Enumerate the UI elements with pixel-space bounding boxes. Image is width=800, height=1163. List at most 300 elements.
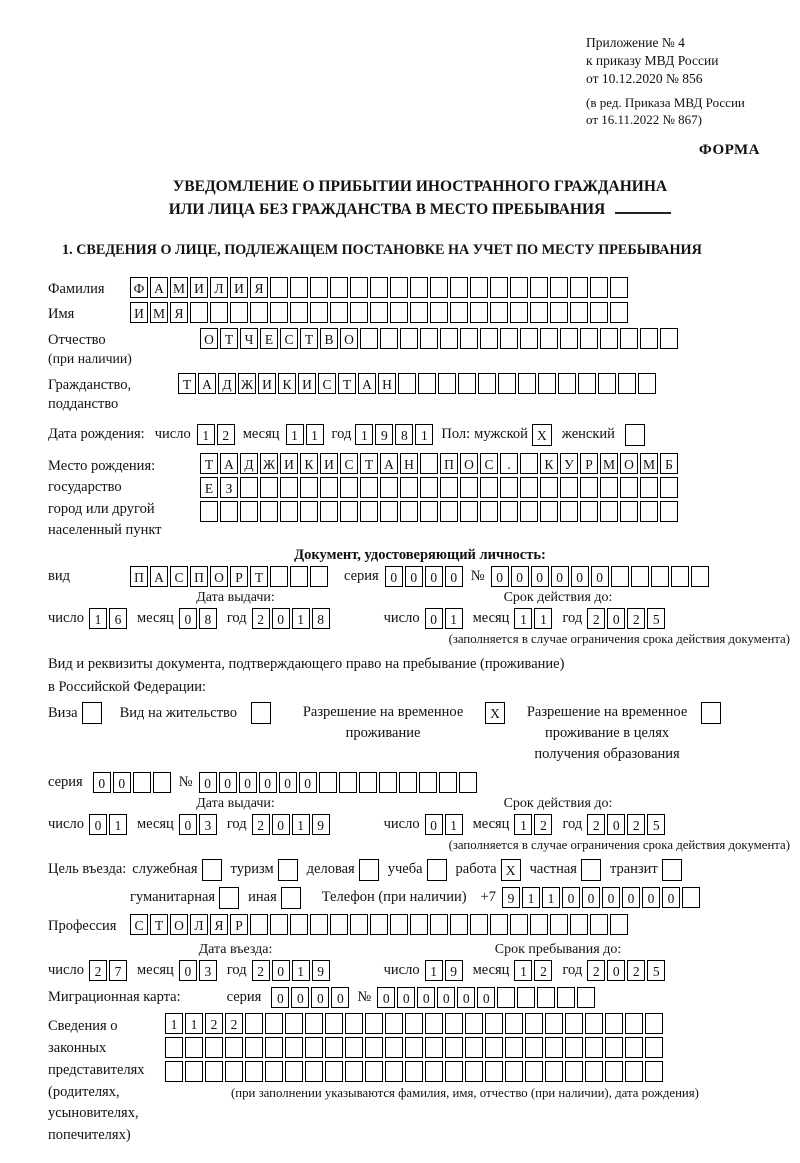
char-box[interactable]: [190, 302, 208, 323]
char-box[interactable]: К: [540, 453, 558, 474]
char-box[interactable]: [560, 328, 578, 349]
char-box[interactable]: [497, 987, 515, 1008]
char-box[interactable]: 0: [93, 772, 111, 793]
char-box[interactable]: 2: [252, 960, 270, 981]
char-box[interactable]: 8: [199, 608, 217, 629]
char-box[interactable]: [165, 1061, 183, 1082]
char-box[interactable]: М: [640, 453, 658, 474]
char-box[interactable]: 2: [534, 814, 552, 835]
char-box[interactable]: [260, 501, 278, 522]
char-box[interactable]: С: [340, 453, 358, 474]
char-box[interactable]: [345, 1037, 363, 1058]
char-box[interactable]: [325, 1061, 343, 1082]
char-box[interactable]: [205, 1061, 223, 1082]
char-box[interactable]: [460, 328, 478, 349]
char-box[interactable]: [459, 772, 477, 793]
char-box[interactable]: [490, 277, 508, 298]
char-box[interactable]: [520, 501, 538, 522]
char-box[interactable]: 0: [279, 772, 297, 793]
char-box[interactable]: [380, 501, 398, 522]
char-box[interactable]: 0: [491, 566, 509, 587]
char-box[interactable]: 0: [219, 772, 237, 793]
char-box[interactable]: [671, 566, 689, 587]
char-box[interactable]: 5: [647, 960, 665, 981]
char-box[interactable]: [240, 501, 258, 522]
char-box[interactable]: [225, 1037, 243, 1058]
char-box[interactable]: [400, 328, 418, 349]
char-box[interactable]: С: [170, 566, 188, 587]
char-box[interactable]: Б: [660, 453, 678, 474]
char-box[interactable]: 8: [395, 424, 413, 445]
char-box[interactable]: М: [600, 453, 618, 474]
char-box[interactable]: [605, 1013, 623, 1034]
char-box[interactable]: [245, 1061, 263, 1082]
char-box[interactable]: [600, 328, 618, 349]
char-box[interactable]: [345, 1013, 363, 1034]
char-box[interactable]: [645, 1013, 663, 1034]
char-box[interactable]: 1: [89, 608, 107, 629]
char-box[interactable]: [520, 453, 538, 474]
char-box[interactable]: [610, 302, 628, 323]
char-box[interactable]: [438, 373, 456, 394]
char-box[interactable]: 1: [445, 608, 463, 629]
char-box[interactable]: [430, 277, 448, 298]
char-box[interactable]: [360, 501, 378, 522]
char-box[interactable]: [359, 772, 377, 793]
char-box[interactable]: 1: [185, 1013, 203, 1034]
char-box[interactable]: 0: [405, 566, 423, 587]
char-box[interactable]: [290, 302, 308, 323]
char-box[interactable]: [425, 1037, 443, 1058]
char-box[interactable]: [540, 477, 558, 498]
char-box[interactable]: [577, 987, 595, 1008]
char-box[interactable]: [405, 1037, 423, 1058]
char-box[interactable]: [265, 1037, 283, 1058]
char-box[interactable]: [600, 501, 618, 522]
char-box[interactable]: [379, 772, 397, 793]
char-box[interactable]: [260, 477, 278, 498]
char-box[interactable]: 9: [375, 424, 393, 445]
char-box[interactable]: Т: [338, 373, 356, 394]
char-box[interactable]: [419, 772, 437, 793]
char-box[interactable]: Д: [218, 373, 236, 394]
char-box[interactable]: 2: [627, 608, 645, 629]
char-box[interactable]: Я: [210, 914, 228, 935]
char-box[interactable]: 0: [571, 566, 589, 587]
char-box[interactable]: [440, 328, 458, 349]
char-box[interactable]: [585, 1013, 603, 1034]
char-box[interactable]: [305, 1061, 323, 1082]
sex-male-checkbox[interactable]: X: [532, 424, 552, 446]
char-box[interactable]: 1: [355, 424, 373, 445]
char-box[interactable]: 0: [607, 960, 625, 981]
char-box[interactable]: Я: [170, 302, 188, 323]
char-box[interactable]: [460, 501, 478, 522]
char-box[interactable]: [565, 1061, 583, 1082]
char-box[interactable]: И: [320, 453, 338, 474]
char-box[interactable]: [310, 914, 328, 935]
char-box[interactable]: П: [440, 453, 458, 474]
char-box[interactable]: [620, 328, 638, 349]
char-box[interactable]: [465, 1013, 483, 1034]
char-box[interactable]: [505, 1061, 523, 1082]
char-box[interactable]: .: [500, 453, 518, 474]
char-box[interactable]: [510, 302, 528, 323]
char-box[interactable]: 2: [627, 814, 645, 835]
char-box[interactable]: [458, 373, 476, 394]
char-box[interactable]: [385, 1013, 403, 1034]
char-box[interactable]: О: [340, 328, 358, 349]
char-box[interactable]: [380, 328, 398, 349]
char-box[interactable]: 1: [165, 1013, 183, 1034]
char-box[interactable]: Т: [360, 453, 378, 474]
char-box[interactable]: [590, 302, 608, 323]
char-box[interactable]: [410, 914, 428, 935]
char-box[interactable]: [185, 1061, 203, 1082]
purpose-work-checkbox[interactable]: X: [501, 859, 521, 881]
char-box[interactable]: [490, 302, 508, 323]
char-box[interactable]: 1: [197, 424, 215, 445]
char-box[interactable]: П: [130, 566, 148, 587]
char-box[interactable]: К: [278, 373, 296, 394]
char-box[interactable]: [290, 914, 308, 935]
purpose-humanitarian-checkbox[interactable]: [219, 887, 239, 909]
char-box[interactable]: [398, 373, 416, 394]
char-box[interactable]: [185, 1037, 203, 1058]
char-box[interactable]: [270, 302, 288, 323]
char-box[interactable]: 1: [542, 887, 560, 908]
char-box[interactable]: 1: [514, 960, 532, 981]
char-box[interactable]: [325, 1013, 343, 1034]
char-box[interactable]: [365, 1013, 383, 1034]
char-box[interactable]: [290, 566, 308, 587]
char-box[interactable]: 1: [425, 960, 443, 981]
char-box[interactable]: [480, 501, 498, 522]
char-box[interactable]: [439, 772, 457, 793]
char-box[interactable]: [525, 1037, 543, 1058]
char-box[interactable]: 6: [109, 608, 127, 629]
char-box[interactable]: А: [198, 373, 216, 394]
char-box[interactable]: 2: [627, 960, 645, 981]
char-box[interactable]: [270, 914, 288, 935]
char-box[interactable]: [660, 328, 678, 349]
char-box[interactable]: 1: [292, 814, 310, 835]
char-box[interactable]: [520, 477, 538, 498]
char-box[interactable]: Р: [230, 914, 248, 935]
char-box[interactable]: 0: [582, 887, 600, 908]
purpose-private-checkbox[interactable]: [581, 859, 601, 881]
char-box[interactable]: [565, 1013, 583, 1034]
char-box[interactable]: И: [258, 373, 276, 394]
char-box[interactable]: [550, 914, 568, 935]
char-box[interactable]: 2: [89, 960, 107, 981]
char-box[interactable]: [350, 302, 368, 323]
char-box[interactable]: [465, 1037, 483, 1058]
char-box[interactable]: [390, 277, 408, 298]
char-box[interactable]: 0: [299, 772, 317, 793]
char-box[interactable]: [370, 302, 388, 323]
char-box[interactable]: С: [480, 453, 498, 474]
char-box[interactable]: [405, 1013, 423, 1034]
char-box[interactable]: 0: [199, 772, 217, 793]
char-box[interactable]: О: [170, 914, 188, 935]
char-box[interactable]: 0: [591, 566, 609, 587]
char-box[interactable]: 0: [477, 987, 495, 1008]
char-box[interactable]: [450, 277, 468, 298]
char-box[interactable]: [330, 302, 348, 323]
char-box[interactable]: 0: [445, 566, 463, 587]
char-box[interactable]: [280, 477, 298, 498]
char-box[interactable]: [380, 477, 398, 498]
char-box[interactable]: [440, 501, 458, 522]
char-box[interactable]: 2: [252, 814, 270, 835]
char-box[interactable]: [505, 1037, 523, 1058]
char-box[interactable]: [565, 1037, 583, 1058]
char-box[interactable]: 0: [425, 566, 443, 587]
char-box[interactable]: Н: [378, 373, 396, 394]
char-box[interactable]: [390, 914, 408, 935]
char-box[interactable]: [245, 1013, 263, 1034]
char-box[interactable]: [625, 1013, 643, 1034]
char-box[interactable]: [250, 914, 268, 935]
char-box[interactable]: [310, 302, 328, 323]
char-box[interactable]: Р: [580, 453, 598, 474]
char-box[interactable]: П: [190, 566, 208, 587]
char-box[interactable]: 1: [445, 814, 463, 835]
purpose-tourism-checkbox[interactable]: [278, 859, 298, 881]
char-box[interactable]: [425, 1013, 443, 1034]
char-box[interactable]: [430, 302, 448, 323]
char-box[interactable]: [410, 277, 428, 298]
char-box[interactable]: [345, 1061, 363, 1082]
char-box[interactable]: О: [460, 453, 478, 474]
edu-permit-checkbox[interactable]: [701, 702, 721, 724]
char-box[interactable]: С: [280, 328, 298, 349]
char-box[interactable]: [350, 914, 368, 935]
char-box[interactable]: [517, 987, 535, 1008]
char-box[interactable]: 0: [311, 987, 329, 1008]
char-box[interactable]: 2: [587, 814, 605, 835]
char-box[interactable]: И: [190, 277, 208, 298]
char-box[interactable]: [365, 1037, 383, 1058]
char-box[interactable]: [625, 1061, 643, 1082]
char-box[interactable]: А: [220, 453, 238, 474]
char-box[interactable]: [240, 477, 258, 498]
char-box[interactable]: Ч: [240, 328, 258, 349]
char-box[interactable]: [320, 477, 338, 498]
char-box[interactable]: [325, 1037, 343, 1058]
char-box[interactable]: [225, 1061, 243, 1082]
char-box[interactable]: [310, 566, 328, 587]
char-box[interactable]: [611, 566, 629, 587]
char-box[interactable]: [625, 1037, 643, 1058]
char-box[interactable]: [691, 566, 709, 587]
char-box[interactable]: [550, 277, 568, 298]
char-box[interactable]: [420, 501, 438, 522]
char-box[interactable]: [538, 373, 556, 394]
char-box[interactable]: [360, 477, 378, 498]
char-box[interactable]: [205, 1037, 223, 1058]
char-box[interactable]: [445, 1037, 463, 1058]
char-box[interactable]: [578, 373, 596, 394]
char-box[interactable]: [631, 566, 649, 587]
char-box[interactable]: [350, 277, 368, 298]
char-box[interactable]: [165, 1037, 183, 1058]
char-box[interactable]: 0: [179, 608, 197, 629]
char-box[interactable]: [365, 1061, 383, 1082]
char-box[interactable]: [580, 328, 598, 349]
char-box[interactable]: [605, 1037, 623, 1058]
char-box[interactable]: Т: [300, 328, 318, 349]
char-box[interactable]: А: [380, 453, 398, 474]
char-box[interactable]: 0: [179, 960, 197, 981]
char-box[interactable]: [450, 914, 468, 935]
char-box[interactable]: [220, 501, 238, 522]
char-box[interactable]: 1: [415, 424, 433, 445]
char-box[interactable]: [490, 914, 508, 935]
char-box[interactable]: И: [130, 302, 148, 323]
char-box[interactable]: 0: [272, 960, 290, 981]
char-box[interactable]: Ж: [238, 373, 256, 394]
char-box[interactable]: [285, 1061, 303, 1082]
char-box[interactable]: 3: [199, 960, 217, 981]
char-box[interactable]: [580, 501, 598, 522]
char-box[interactable]: [200, 501, 218, 522]
char-box[interactable]: [460, 477, 478, 498]
char-box[interactable]: 0: [425, 814, 443, 835]
char-box[interactable]: [557, 987, 575, 1008]
char-box[interactable]: Т: [150, 914, 168, 935]
char-box[interactable]: [320, 501, 338, 522]
char-box[interactable]: [445, 1013, 463, 1034]
char-box[interactable]: [651, 566, 669, 587]
char-box[interactable]: У: [560, 453, 578, 474]
char-box[interactable]: [530, 914, 548, 935]
char-box[interactable]: [570, 302, 588, 323]
char-box[interactable]: [545, 1013, 563, 1034]
char-box[interactable]: Е: [200, 477, 218, 498]
char-box[interactable]: [270, 277, 288, 298]
char-box[interactable]: [290, 277, 308, 298]
char-box[interactable]: 7: [109, 960, 127, 981]
char-box[interactable]: 0: [425, 608, 443, 629]
char-box[interactable]: [210, 302, 228, 323]
char-box[interactable]: 5: [647, 608, 665, 629]
residence-permit-checkbox[interactable]: [251, 702, 271, 724]
char-box[interactable]: [610, 914, 628, 935]
char-box[interactable]: О: [200, 328, 218, 349]
char-box[interactable]: [500, 328, 518, 349]
char-box[interactable]: [450, 302, 468, 323]
purpose-transit-checkbox[interactable]: [662, 859, 682, 881]
char-box[interactable]: А: [358, 373, 376, 394]
char-box[interactable]: 0: [602, 887, 620, 908]
char-box[interactable]: [153, 772, 171, 793]
char-box[interactable]: 9: [312, 960, 330, 981]
char-box[interactable]: М: [150, 302, 168, 323]
char-box[interactable]: [598, 373, 616, 394]
char-box[interactable]: [570, 914, 588, 935]
char-box[interactable]: [399, 772, 417, 793]
char-box[interactable]: [590, 277, 608, 298]
char-box[interactable]: О: [210, 566, 228, 587]
char-box[interactable]: С: [318, 373, 336, 394]
char-box[interactable]: [370, 277, 388, 298]
char-box[interactable]: 1: [292, 960, 310, 981]
char-box[interactable]: И: [280, 453, 298, 474]
char-box[interactable]: [540, 501, 558, 522]
char-box[interactable]: 0: [622, 887, 640, 908]
char-box[interactable]: 0: [259, 772, 277, 793]
char-box[interactable]: [420, 328, 438, 349]
char-box[interactable]: 0: [607, 814, 625, 835]
char-box[interactable]: [560, 477, 578, 498]
char-box[interactable]: [480, 328, 498, 349]
char-box[interactable]: 0: [562, 887, 580, 908]
char-box[interactable]: 2: [534, 960, 552, 981]
char-box[interactable]: 0: [511, 566, 529, 587]
char-box[interactable]: [485, 1061, 503, 1082]
char-box[interactable]: А: [150, 277, 168, 298]
char-box[interactable]: 0: [385, 566, 403, 587]
char-box[interactable]: Л: [190, 914, 208, 935]
char-box[interactable]: Р: [230, 566, 248, 587]
char-box[interactable]: [585, 1037, 603, 1058]
char-box[interactable]: 1: [514, 814, 532, 835]
char-box[interactable]: [610, 277, 628, 298]
char-box[interactable]: [340, 477, 358, 498]
char-box[interactable]: [605, 1061, 623, 1082]
char-box[interactable]: [300, 501, 318, 522]
char-box[interactable]: [620, 477, 638, 498]
char-box[interactable]: 0: [607, 608, 625, 629]
char-box[interactable]: [339, 772, 357, 793]
char-box[interactable]: 1: [522, 887, 540, 908]
char-box[interactable]: [500, 477, 518, 498]
char-box[interactable]: [545, 1037, 563, 1058]
char-box[interactable]: [410, 302, 428, 323]
char-box[interactable]: [480, 477, 498, 498]
char-box[interactable]: 0: [377, 987, 395, 1008]
char-box[interactable]: [310, 277, 328, 298]
char-box[interactable]: [250, 302, 268, 323]
char-box[interactable]: [640, 328, 658, 349]
char-box[interactable]: И: [230, 277, 248, 298]
char-box[interactable]: 0: [272, 608, 290, 629]
char-box[interactable]: [510, 277, 528, 298]
char-box[interactable]: Т: [200, 453, 218, 474]
char-box[interactable]: [530, 277, 548, 298]
char-box[interactable]: [682, 887, 700, 908]
char-box[interactable]: 9: [312, 814, 330, 835]
char-box[interactable]: Л: [210, 277, 228, 298]
char-box[interactable]: [638, 373, 656, 394]
temp-permit-checkbox[interactable]: X: [485, 702, 505, 724]
char-box[interactable]: [305, 1013, 323, 1034]
char-box[interactable]: [390, 302, 408, 323]
char-box[interactable]: [418, 373, 436, 394]
char-box[interactable]: А: [150, 566, 168, 587]
char-box[interactable]: [520, 328, 538, 349]
char-box[interactable]: [485, 1037, 503, 1058]
char-box[interactable]: М: [170, 277, 188, 298]
char-box[interactable]: 2: [217, 424, 235, 445]
char-box[interactable]: 0: [291, 987, 309, 1008]
char-box[interactable]: Т: [220, 328, 238, 349]
char-box[interactable]: [330, 914, 348, 935]
char-box[interactable]: [580, 477, 598, 498]
char-box[interactable]: К: [300, 453, 318, 474]
